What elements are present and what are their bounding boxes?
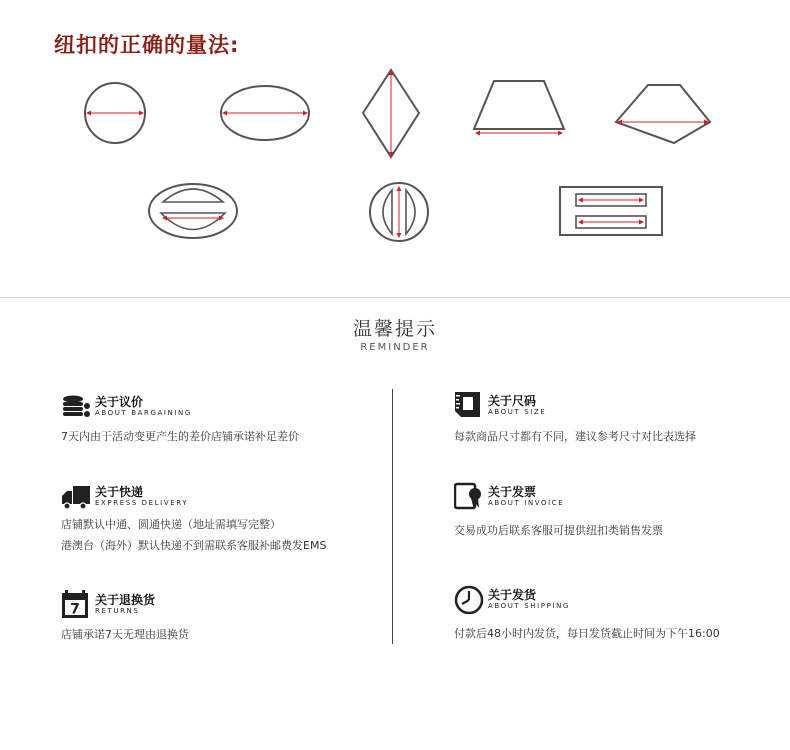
returns-desc: 店铺承诺7天无理由退换货 xyxy=(61,628,189,641)
returns-subtitle: RETURNS xyxy=(95,607,140,615)
diamond-button-diagram xyxy=(361,68,421,159)
reminder-title: 温馨提示 xyxy=(352,318,437,340)
bargaining-subtitle: ABOUT BARGAINING xyxy=(95,409,192,417)
delivery-desc-1: 店铺默认中通、圆通快递（地址需填写完整） xyxy=(61,518,281,531)
trapezoid-button-diagram xyxy=(472,79,566,137)
shipping-desc: 付款后48小时内发货，每日发货截止时间为下午16:00 xyxy=(454,627,720,640)
bargaining-desc: 7天内由于活动变更产生的差价店铺承诺补足差价 xyxy=(61,430,299,443)
page-title: 纽扣的正确的量法: xyxy=(54,33,240,57)
clock-icon xyxy=(454,585,484,615)
size-icon xyxy=(454,391,484,421)
circle-button-diagram xyxy=(83,82,147,144)
delivery-desc-2: 港澳台（海外）默认快递不到需联系客服补邮费发EMS xyxy=(61,539,327,552)
bargaining-title: 关于议价 xyxy=(95,395,144,409)
pentagon-button-diagram xyxy=(614,83,712,145)
invoice-subtitle: ABOUT INVOICE xyxy=(488,499,565,507)
returns-title: 关于退换货 xyxy=(95,593,156,607)
double-oval-button-diagram xyxy=(147,182,239,240)
invoice-desc: 交易成功后联系客服可提供纽扣类销售发票 xyxy=(454,524,663,537)
size-subtitle: ABOUT SIZE xyxy=(488,408,547,416)
size-desc: 每款商品尺寸都有不同，建议参考尺寸对比表选择 xyxy=(454,430,696,443)
coins-icon xyxy=(61,392,91,422)
split-circle-button-diagram xyxy=(368,181,430,243)
section-divider xyxy=(0,297,790,298)
shipping-title: 关于发货 xyxy=(488,588,537,602)
invoice-title: 关于发票 xyxy=(488,485,537,499)
svg-text:7: 7 xyxy=(70,601,80,618)
calendar-7-icon xyxy=(61,590,91,620)
oval-button-diagram xyxy=(219,85,311,141)
size-title: 关于尺码 xyxy=(488,394,537,408)
truck-icon xyxy=(61,482,91,512)
delivery-subtitle: EXPRESS DELIVERY xyxy=(95,499,189,507)
reminder-subtitle: REMINDER xyxy=(360,342,430,353)
invoice-icon xyxy=(454,482,484,512)
shipping-subtitle: ABOUT SHIPPING xyxy=(488,602,570,610)
rectangle-button-diagram xyxy=(559,186,663,236)
column-divider xyxy=(392,389,393,644)
delivery-title: 关于快递 xyxy=(95,485,144,499)
